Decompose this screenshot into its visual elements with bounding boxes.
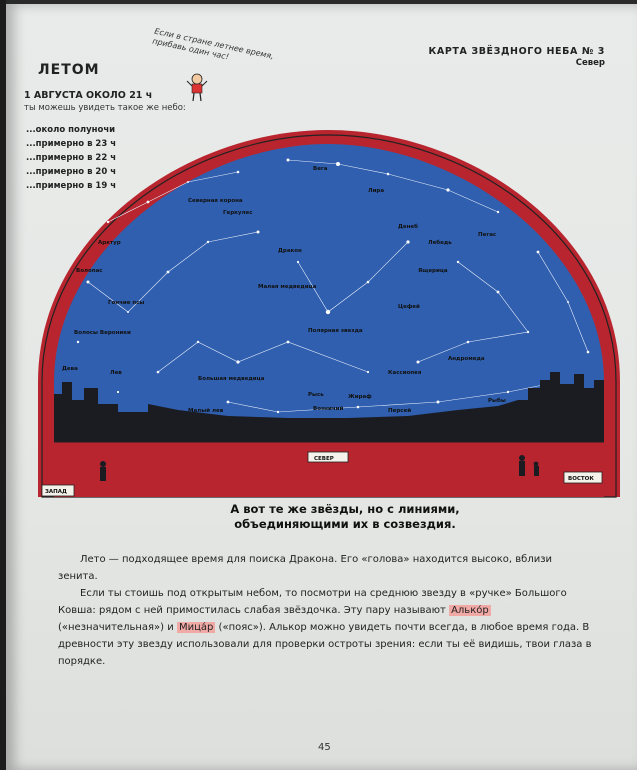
constellation-label: Малый лев [188, 408, 224, 414]
season-heading: ЛЕТОМ [38, 62, 100, 78]
page-number: 45 [318, 742, 331, 753]
constellation-label: Гончие псы [108, 300, 145, 306]
constellation-label: Северная корона [188, 198, 243, 204]
constellation-label: Рысь [308, 392, 324, 398]
map-caption: А вот те же звёзды, но с линиями, объединяющими их в созвездия. [230, 502, 460, 531]
constellation-label: Лира [368, 188, 385, 194]
constellation-label: Дракон [278, 248, 302, 254]
highlight-mizar: Мица́р [178, 622, 214, 633]
body-text [58, 551, 593, 670]
constellation-label: Малая медведица [258, 284, 317, 290]
paragraph: Если ты стоишь под открытым небом, то посмотри на среднюю звезду в «ручке» Большого Ковша: рядом с ней примостилась слабая звёздочка. Эту пару называют Алько́р («незначительная») и Мица́р («пояс»). Алькор можно увидеть почти всегда, в любое время года. В древности эту звезду использовали для проверки остроты зрения: если ты её видишь, твои глаза в порядке. [58, 588, 592, 667]
time-item: ...примерно в 23 ч [26, 139, 117, 149]
date-subtitle: ты можешь увидеть такое же небо: [24, 103, 186, 113]
date-line: 1 АВГУСТА ОКОЛО 21 ч [24, 90, 153, 101]
map-direction: Север [575, 58, 605, 68]
constellation-label: Персей [388, 408, 412, 414]
time-item: ...примерно в 22 ч [26, 153, 117, 163]
constellation-label: Геркулес [223, 210, 253, 216]
highlight-alcor: Алько́р [451, 605, 489, 616]
daylight-note: Если в стране летнее время, прибавь один час! [151, 26, 275, 62]
compass-north-label: СЕВЕР [314, 456, 334, 462]
constellation-label: Волопас [76, 268, 103, 274]
time-item: ...около полуночи [26, 125, 116, 135]
constellation-label: Жираф [348, 394, 372, 400]
constellation-label: Цефей [398, 304, 420, 310]
constellation-label: Кассиопея [388, 370, 422, 376]
paragraph: Лето — подходящее время для поиска Дракона. Его «голова» находится высоко, вблизи зенита. [58, 554, 553, 582]
constellation-label: Возничий [313, 406, 344, 412]
map-title: КАРТА ЗВЁЗДНОГО НЕБА № 3 [428, 46, 605, 57]
constellation-label: Андромеда [448, 356, 485, 362]
constellation-label: Рыбы [488, 398, 506, 404]
time-item: ...примерно в 19 ч [26, 181, 117, 191]
time-item: ...примерно в 20 ч [26, 167, 117, 177]
constellation-label: Ящерица [418, 268, 448, 274]
constellation-label: Волосы Вероники [74, 330, 131, 336]
constellation-label: Лебедь [428, 240, 452, 246]
child-illustration-icon [186, 72, 208, 102]
compass-west-label: ЗАПАД [45, 489, 67, 495]
star-map [28, 112, 628, 522]
constellation-label: Арктур [98, 240, 121, 246]
constellation-label: Лев [110, 370, 122, 376]
constellation-label: Большая медведица [198, 376, 265, 382]
compass-east-label: ВОСТОК [568, 476, 594, 482]
constellation-label: Пегас [478, 232, 497, 238]
constellation-label: Денеб [398, 224, 418, 230]
constellation-label: Вега [313, 166, 328, 172]
constellation-label: Полярная звезда [308, 328, 363, 334]
constellation-label: Дева [62, 366, 78, 372]
